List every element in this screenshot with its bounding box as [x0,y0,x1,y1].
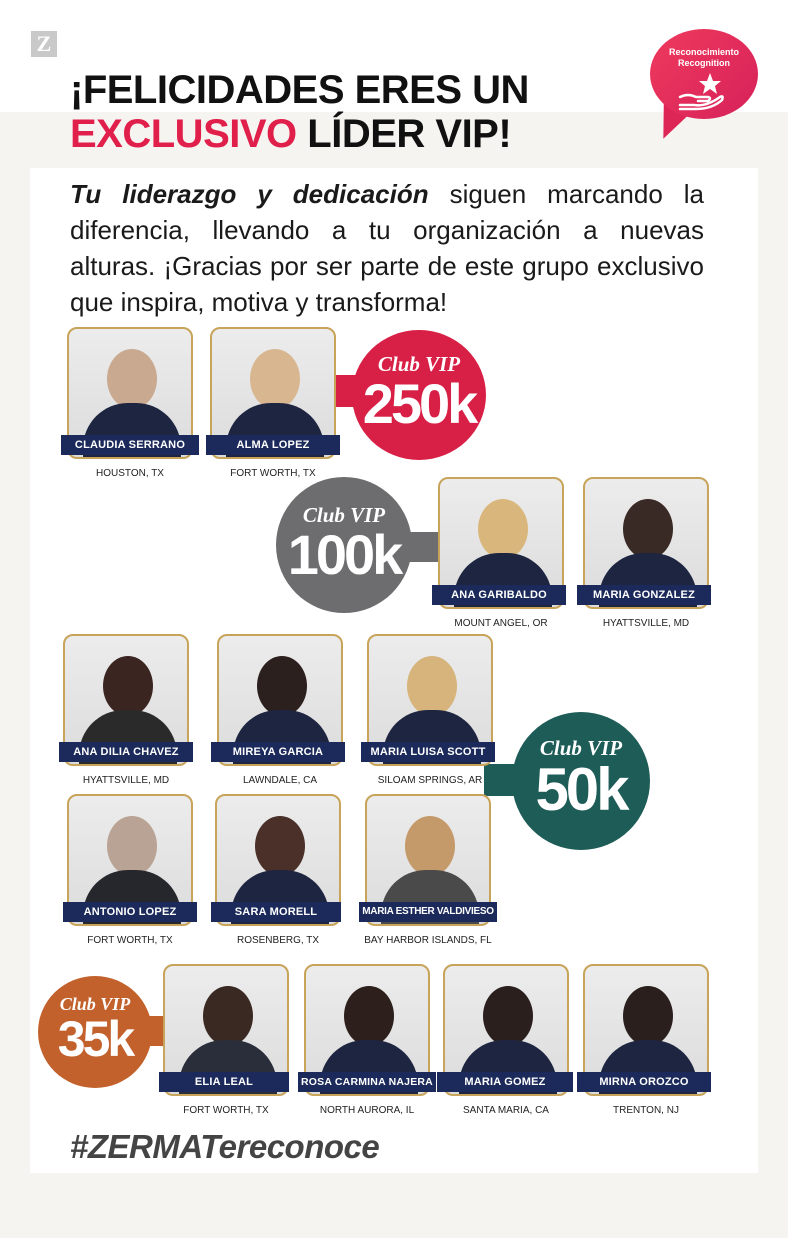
leader-name: ANA GARIBALDO [432,585,566,605]
leader-city: FORT WORTH, TX [183,1105,269,1116]
leader-city: SANTA MARIA, CA [463,1105,549,1116]
leader-city: FORT WORTH, TX [87,935,173,946]
leader-city: HOUSTON, TX [96,468,164,479]
zerma-logo: Z [31,31,57,57]
leader-name: MIREYA GARCIA [211,742,345,762]
leader-name: ELIA LEAL [159,1072,289,1092]
leader-city: FORT WORTH, TX [230,468,316,479]
hashtag: #ZERMATereconoce [70,1128,380,1165]
club-35k-label: Club VIP [59,994,131,1014]
recognition-badge [650,29,758,137]
headline-line2 [70,112,529,156]
leader-name: ALMA LOPEZ [206,435,340,455]
headline-line1: ¡FELICIDADES ERES UN [70,68,529,112]
club-50k-value: 50k [535,756,627,823]
club-35k-badge [38,976,152,1088]
leader-city: LAWNDALE, CA [242,775,318,786]
leader-name: MARIA ESTHER VALDIVIESO [359,902,497,922]
club-50k-badge [512,712,650,850]
headline-rest: LÍDER VIP! [296,112,512,156]
club-35k-value: 35k [57,1011,133,1067]
leader-name: MARIA LUISA SCOTT [361,742,495,762]
leader-city: HYATTSVILLE, MD [602,618,690,629]
headline-accent: EXCLUSIVO [70,112,297,156]
leader-name: ANTONIO LOPEZ [63,902,197,922]
club-100k-badge [276,477,412,613]
intro-rest: siguen marcando la diferencia, llevando a tu organización a nuevas alturas. ¡Gracias por ser parte de este grupo exclusivo que inspira, motiva y transforma! [70,179,705,317]
leader-city: NORTH AURORA, IL [319,1105,415,1116]
badge-text [650,47,758,69]
hand-star-icon [676,71,732,111]
intro-paragraph [70,176,704,320]
club-100k-value: 100k [287,523,401,586]
headline [70,68,529,156]
club-250k-badge [352,330,486,460]
intro-bold: Tu liderazgo y dedicación [70,179,429,209]
leader-name: MIRNA OROZCO [577,1072,711,1092]
club-250k-value: 250k [362,372,476,435]
badge-line2: Recognition [678,58,730,68]
leader-city: HYATTSVILLE, MD [82,775,170,786]
leader-name: SARA MORELL [211,902,341,922]
club-250k-label: Club VIP [377,352,461,376]
leader-city: TRENTON, NJ [613,1105,679,1116]
leader-city: SILOAM SPRINGS, AR [377,775,483,786]
leader-name: MARIA GONZALEZ [577,585,711,605]
leader-city: BAY HARBOR ISLANDS, FL [364,935,492,946]
leader-name: CLAUDIA SERRANO [61,435,199,455]
leader-city: MOUNT ANGEL, OR [454,618,548,629]
leader-name: MARIA GOMEZ [437,1072,573,1092]
leader-name: ANA DILIA CHAVEZ [59,742,193,762]
badge-line1: Reconocimiento [668,47,739,57]
leader-name: ROSA CARMINA NAJERA [298,1072,436,1092]
club-50k-label: Club VIP [539,736,623,760]
leader-city: ROSENBERG, TX [236,935,320,946]
club-100k-label: Club VIP [302,503,386,527]
